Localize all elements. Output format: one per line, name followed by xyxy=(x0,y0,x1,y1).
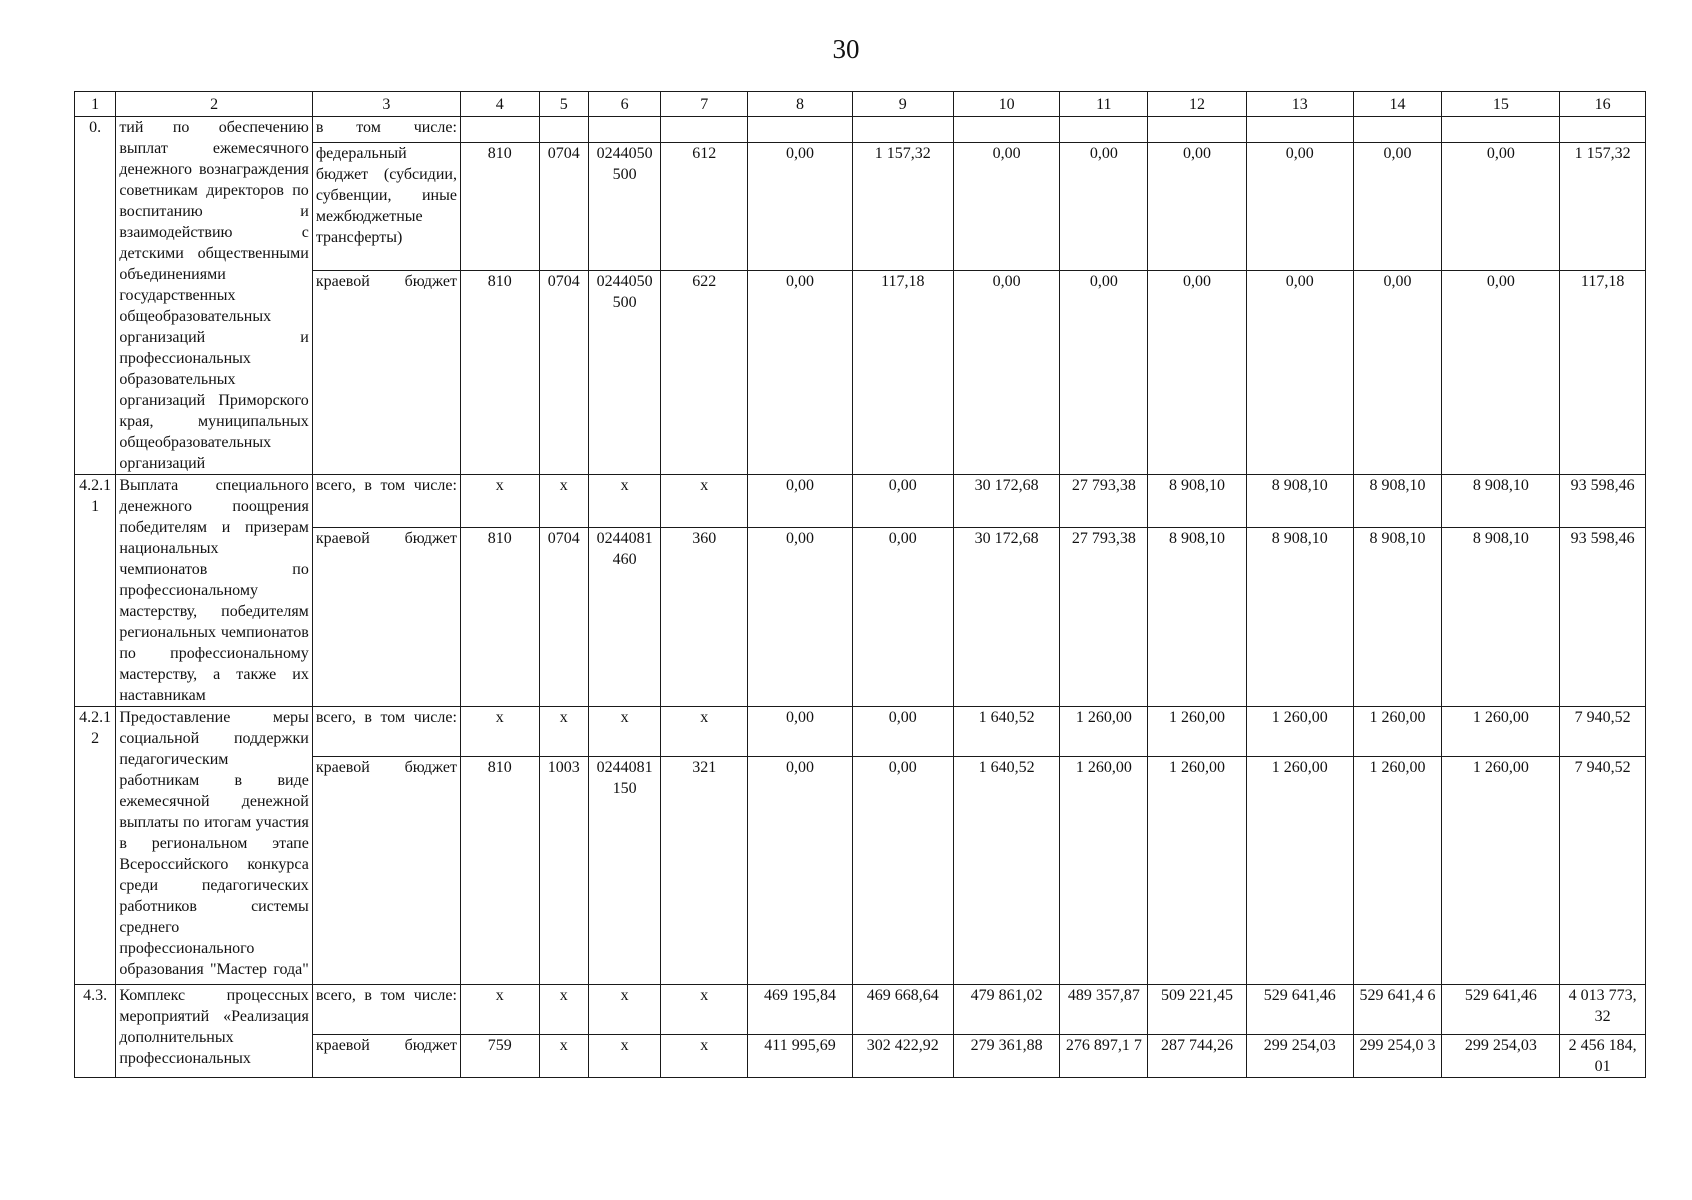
amount-cell: 0,00 xyxy=(852,707,953,757)
funding-source: всего, в том числе: xyxy=(312,475,460,528)
amount-cell: 1 157,32 xyxy=(852,142,953,271)
code-cell: x xyxy=(460,707,539,757)
amount-cell: 0,00 xyxy=(852,528,953,707)
funding-source: всего, в том числе: xyxy=(312,985,460,1035)
amount-cell: 1 157,32 xyxy=(1560,142,1646,271)
header-cell: 5 xyxy=(539,92,588,117)
amount-cell: 1 260,00 xyxy=(1060,707,1148,757)
amount-cell: 529 641,4 6 xyxy=(1353,985,1442,1035)
amount-cell: 1 260,00 xyxy=(1246,757,1353,985)
row-number: 4.2.1 2 xyxy=(75,707,116,985)
amount-cell: 0,00 xyxy=(953,271,1060,475)
amount-cell: 1 640,52 xyxy=(953,757,1060,985)
table-row xyxy=(75,117,1646,143)
code-cell: x xyxy=(539,1035,588,1078)
amount-cell: 0,00 xyxy=(1442,271,1560,475)
code-cell: x xyxy=(588,707,661,757)
budget-table xyxy=(74,91,1646,1078)
code-cell: 0704 xyxy=(539,142,588,271)
header-cell: 9 xyxy=(852,92,953,117)
amount-cell: 0,00 xyxy=(1246,271,1353,475)
header-cell: 10 xyxy=(953,92,1060,117)
code-cell: 810 xyxy=(460,528,539,707)
code-cell: 0244050 500 xyxy=(588,271,661,475)
code-cell: x xyxy=(588,1035,661,1078)
amount-cell: 299 254,0 3 xyxy=(1353,1035,1442,1078)
amount-cell: 287 744,26 xyxy=(1148,1035,1247,1078)
funding-source: краевой бюджет xyxy=(312,757,460,985)
amount-cell: 30 172,68 xyxy=(953,475,1060,528)
amount-cell: 1 260,00 xyxy=(1060,757,1148,985)
amount-cell: 1 260,00 xyxy=(1148,757,1247,985)
code-cell: x xyxy=(539,475,588,528)
code-cell: 0244081 460 xyxy=(588,528,661,707)
funding-source: в том числе: xyxy=(312,117,460,143)
amount-cell: 299 254,03 xyxy=(1246,1035,1353,1078)
table-row xyxy=(75,985,1646,1035)
amount-cell: 469 195,84 xyxy=(748,985,853,1035)
amount-cell: 93 598,46 xyxy=(1560,475,1646,528)
amount-cell: 0,00 xyxy=(953,142,1060,271)
header-cell: 7 xyxy=(661,92,748,117)
amount-cell: 2 456 184, 01 xyxy=(1560,1035,1646,1078)
amount-cell: 0,00 xyxy=(1060,271,1148,475)
funding-source: краевой бюджет xyxy=(312,1035,460,1078)
code-cell: 1003 xyxy=(539,757,588,985)
amount-cell xyxy=(748,117,853,143)
amount-cell: 0,00 xyxy=(748,142,853,271)
amount-cell: 299 254,03 xyxy=(1442,1035,1560,1078)
code-cell: x xyxy=(588,475,661,528)
amount-cell: 1 640,52 xyxy=(953,707,1060,757)
amount-cell: 489 357,87 xyxy=(1060,985,1148,1035)
code-cell: 810 xyxy=(460,142,539,271)
header-cell: 4 xyxy=(460,92,539,117)
amount-cell: 0,00 xyxy=(1353,271,1442,475)
amount-cell: 1 260,00 xyxy=(1246,707,1353,757)
amount-cell: 279 361,88 xyxy=(953,1035,1060,1078)
amount-cell: 7 940,52 xyxy=(1560,707,1646,757)
event-name: Комплекс процессных мероприятий «Реализация дополнительных профессиональных xyxy=(116,985,313,1078)
funding-source: федеральный бюджет (субсидии, субвенции, иные межбюджетные трансферты) xyxy=(312,142,460,271)
amount-cell: 0,00 xyxy=(1148,271,1247,475)
amount-cell: 8 908,10 xyxy=(1246,528,1353,707)
code-cell xyxy=(588,117,661,143)
code-cell: 0704 xyxy=(539,271,588,475)
code-cell: 622 xyxy=(661,271,748,475)
code-cell: x xyxy=(460,475,539,528)
amount-cell: 117,18 xyxy=(852,271,953,475)
amount-cell: 117,18 xyxy=(1560,271,1646,475)
amount-cell: 529 641,46 xyxy=(1246,985,1353,1035)
header-cell: 15 xyxy=(1442,92,1560,117)
amount-cell: 30 172,68 xyxy=(953,528,1060,707)
code-cell: 0244081 150 xyxy=(588,757,661,985)
amount-cell: 93 598,46 xyxy=(1560,528,1646,707)
header-row xyxy=(75,92,1646,117)
amount-cell: 0,00 xyxy=(852,475,953,528)
amount-cell: 0,00 xyxy=(1246,142,1353,271)
funding-source: всего, в том числе: xyxy=(312,707,460,757)
amount-cell: 8 908,10 xyxy=(1148,528,1247,707)
header-cell: 11 xyxy=(1060,92,1148,117)
code-cell: x xyxy=(539,985,588,1035)
code-cell: 0244050 500 xyxy=(588,142,661,271)
amount-cell: 1 260,00 xyxy=(1353,707,1442,757)
amount-cell: 8 908,10 xyxy=(1442,528,1560,707)
amount-cell: 4 013 773, 32 xyxy=(1560,985,1646,1035)
amount-cell: 0,00 xyxy=(852,757,953,985)
code-cell: 360 xyxy=(661,528,748,707)
header-cell: 2 xyxy=(116,92,313,117)
code-cell: 321 xyxy=(661,757,748,985)
amount-cell: 509 221,45 xyxy=(1148,985,1247,1035)
amount-cell: 529 641,46 xyxy=(1442,985,1560,1035)
event-name: тий по обеспечению выплат ежемесячного денежного вознаграждения советникам директоров по воспитанию и взаимодействию с детскими общественными объединениями государственных общеобразовательных организаций и профессиональных образовательных организаций Приморского края, муниципальных общеобразовательных организаций xyxy=(116,117,313,475)
amount-cell xyxy=(953,117,1060,143)
code-cell xyxy=(539,117,588,143)
amount-cell xyxy=(1560,117,1646,143)
amount-cell: 1 260,00 xyxy=(1442,757,1560,985)
code-cell: 810 xyxy=(460,271,539,475)
code-cell: x xyxy=(460,985,539,1035)
amount-cell: 0,00 xyxy=(1353,142,1442,271)
code-cell: 0704 xyxy=(539,528,588,707)
amount-cell: 27 793,38 xyxy=(1060,528,1148,707)
code-cell: 612 xyxy=(661,142,748,271)
amount-cell xyxy=(1442,117,1560,143)
amount-cell: 1 260,00 xyxy=(1442,707,1560,757)
amount-cell: 0,00 xyxy=(748,528,853,707)
code-cell: x xyxy=(588,985,661,1035)
amount-cell: 8 908,10 xyxy=(1353,528,1442,707)
amount-cell: 469 668,64 xyxy=(852,985,953,1035)
header-cell: 8 xyxy=(748,92,853,117)
code-cell: x xyxy=(661,1035,748,1078)
code-cell: x xyxy=(661,707,748,757)
amount-cell: 1 260,00 xyxy=(1353,757,1442,985)
row-number: 4.2.1 1 xyxy=(75,475,116,707)
amount-cell: 1 260,00 xyxy=(1148,707,1247,757)
funding-source: краевой бюджет xyxy=(312,528,460,707)
code-cell xyxy=(661,117,748,143)
amount-cell: 0,00 xyxy=(748,475,853,528)
event-name: Выплата специального денежного поощрения победителям и призерам национальных чемпионатов по профессиональному мастерству, победителям региональных чемпионатов по профессиональному мастерству, а также их наставникам xyxy=(116,475,313,707)
header-cell: 1 xyxy=(75,92,116,117)
amount-cell: 27 793,38 xyxy=(1060,475,1148,528)
funding-source: краевой бюджет xyxy=(312,271,460,475)
amount-cell: 0,00 xyxy=(1148,142,1247,271)
header-cell: 12 xyxy=(1148,92,1247,117)
code-cell: 810 xyxy=(460,757,539,985)
amount-cell: 302 422,92 xyxy=(852,1035,953,1078)
amount-cell: 0,00 xyxy=(1442,142,1560,271)
amount-cell xyxy=(1060,117,1148,143)
header-cell: 13 xyxy=(1246,92,1353,117)
amount-cell: 0,00 xyxy=(748,271,853,475)
amount-cell: 0,00 xyxy=(748,707,853,757)
amount-cell: 8 908,10 xyxy=(1246,475,1353,528)
row-number: 0. xyxy=(75,117,116,475)
amount-cell: 0,00 xyxy=(1060,142,1148,271)
header-cell: 16 xyxy=(1560,92,1646,117)
code-cell: x xyxy=(539,707,588,757)
code-cell xyxy=(460,117,539,143)
amount-cell: 8 908,10 xyxy=(1148,475,1247,528)
header-cell: 6 xyxy=(588,92,661,117)
header-cell: 14 xyxy=(1353,92,1442,117)
event-name: Предоставление меры социальной поддержки педагогическим работникам в виде ежемесячной денежной выплаты по итогам участия в региональном этапе Всероссийского конкурса среди педагогических работников системы среднего профессионального образования "Мастер года" xyxy=(116,707,313,985)
header-cell: 3 xyxy=(312,92,460,117)
table-row xyxy=(75,707,1646,757)
amount-cell: 276 897,1 7 xyxy=(1060,1035,1148,1078)
amount-cell: 479 861,02 xyxy=(953,985,1060,1035)
amount-cell: 7 940,52 xyxy=(1560,757,1646,985)
amount-cell: 8 908,10 xyxy=(1353,475,1442,528)
row-number: 4.3. xyxy=(75,985,116,1078)
amount-cell xyxy=(1148,117,1247,143)
code-cell: x xyxy=(661,985,748,1035)
code-cell: x xyxy=(661,475,748,528)
amount-cell: 0,00 xyxy=(748,757,853,985)
table-row xyxy=(75,475,1646,528)
amount-cell xyxy=(852,117,953,143)
amount-cell xyxy=(1246,117,1353,143)
amount-cell: 411 995,69 xyxy=(748,1035,853,1078)
code-cell: 759 xyxy=(460,1035,539,1078)
page-number: 30 xyxy=(832,34,860,64)
amount-cell xyxy=(1353,117,1442,143)
amount-cell: 8 908,10 xyxy=(1442,475,1560,528)
